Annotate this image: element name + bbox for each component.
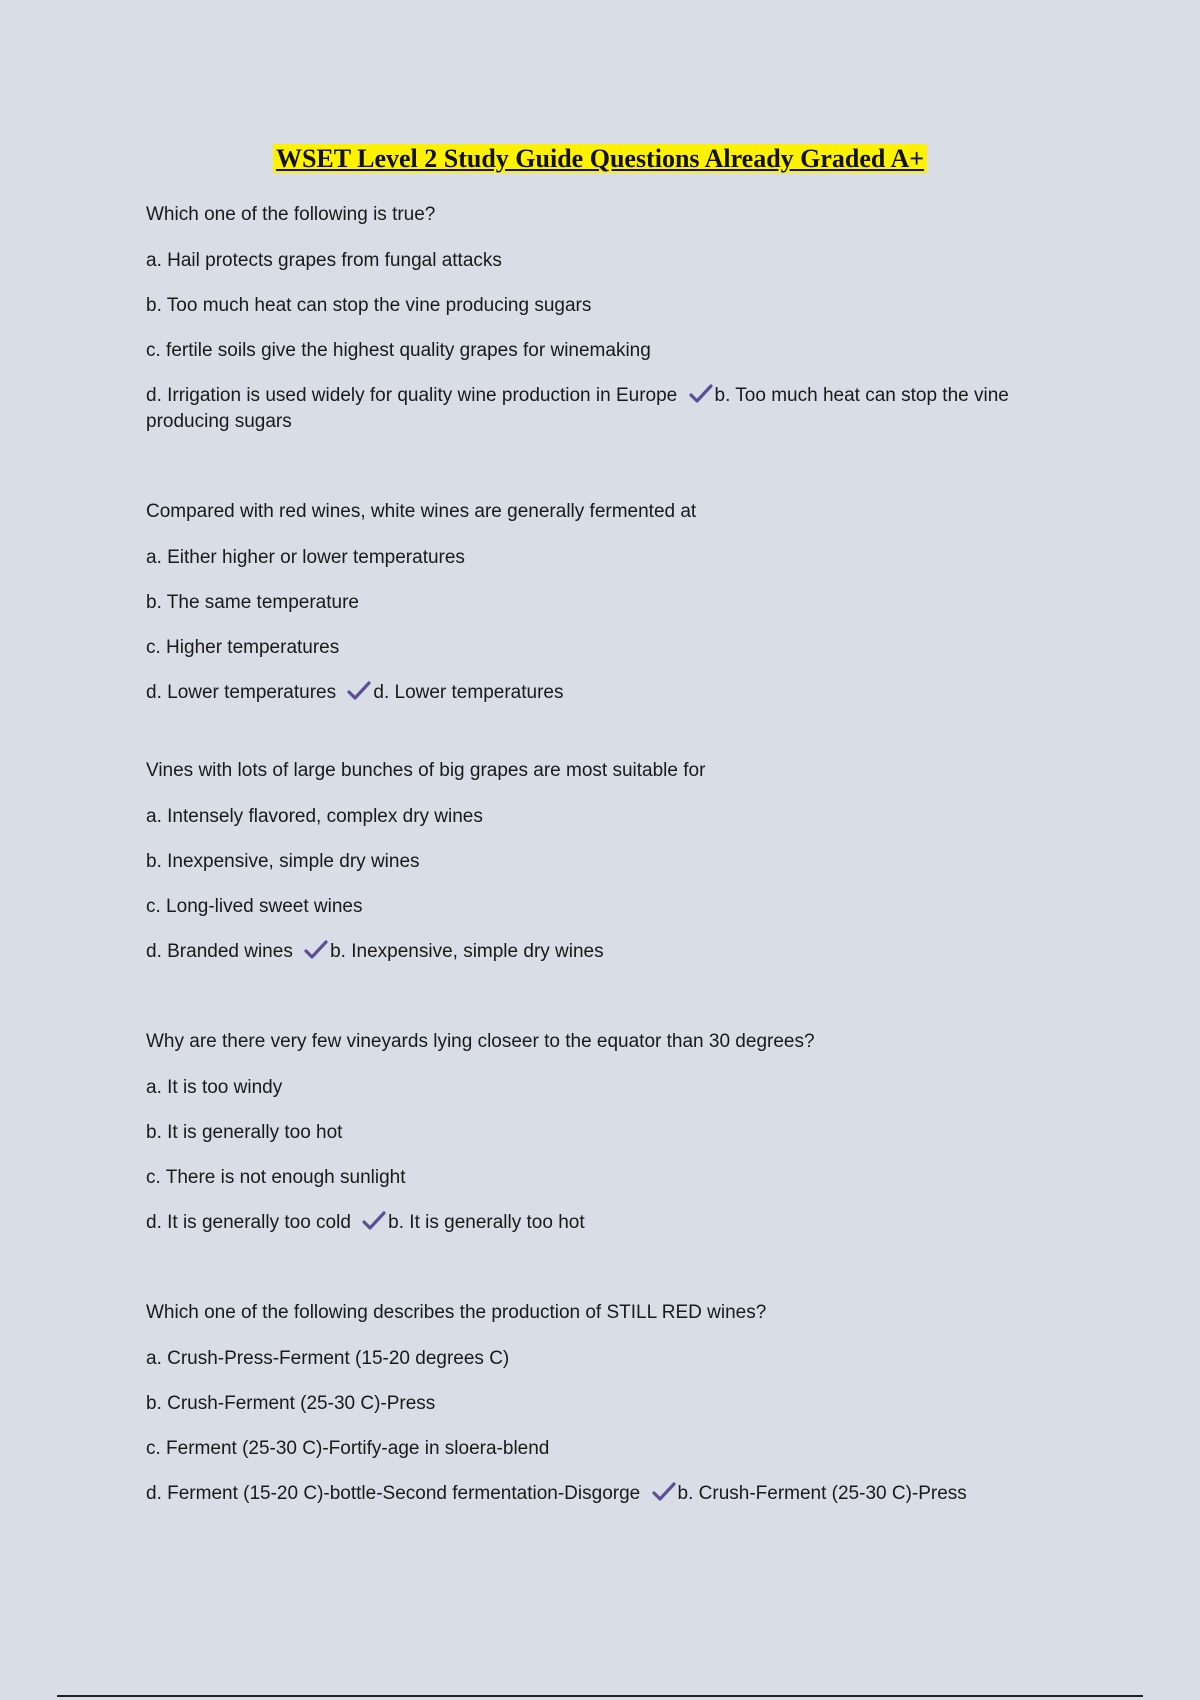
title-container: [0, 144, 1200, 174]
footer-divider: [57, 1695, 1143, 1697]
question-block: [146, 1300, 1046, 1507]
question-text: Which one of the following describes the production of STILL RED wines?: [146, 1302, 767, 1323]
question-block: [146, 202, 1046, 435]
option-c: c. fertile soils give the highest quality grapes for winemaking: [146, 340, 651, 361]
option-c: c. Ferment (25-30 C)-Fortify-age in sloera-blend: [146, 1438, 550, 1459]
checkmark-icon: [347, 681, 371, 701]
option-b: b. It is generally too hot: [146, 1122, 343, 1143]
answer-text: b. Crush-Ferment (25-30 C)-Press: [677, 1483, 967, 1504]
option-d-with-answer: [146, 939, 1046, 965]
option-a: a. Intensely flavored, complex dry wines: [146, 806, 483, 827]
answer-text: b. Too much heat can stop the vine producing sugars: [146, 385, 1009, 432]
option-c: c. Long-lived sweet wines: [146, 896, 363, 917]
question-text: Which one of the following is true?: [146, 204, 436, 225]
checkmark-icon: [689, 384, 713, 404]
question-block: [146, 1029, 1046, 1236]
option-d: d. Ferment (15-20 C)-bottle-Second fermentation-Disgorge: [146, 1483, 641, 1504]
answer-text: b. Inexpensive, simple dry wines: [330, 941, 604, 962]
option-d: d. It is generally too cold: [146, 1212, 351, 1233]
answer-text: d. Lower temperatures: [373, 682, 564, 703]
option-a: a. Hail protects grapes from fungal attacks: [146, 250, 502, 271]
question-block: [146, 499, 1046, 706]
document-title: WSET Level 2 Study Guide Questions Already Graded A+: [273, 144, 927, 173]
option-b: b. Crush-Ferment (25-30 C)-Press: [146, 1393, 436, 1414]
option-b: b. The same temperature: [146, 592, 359, 613]
question-text: Vines with lots of large bunches of big grapes are most suitable for: [146, 760, 706, 781]
option-c: c. There is not enough sunlight: [146, 1167, 406, 1188]
option-a: a. Crush-Press-Ferment (15-20 degrees C): [146, 1348, 510, 1369]
option-a: a. Either higher or lower temperatures: [146, 547, 465, 568]
option-d-with-answer: [146, 680, 1046, 706]
checkmark-icon: [652, 1482, 676, 1502]
option-c: c. Higher temperatures: [146, 637, 340, 658]
answer-text: b. It is generally too hot: [388, 1212, 585, 1233]
option-d: d. Lower temperatures: [146, 682, 337, 703]
option-b: b. Too much heat can stop the vine producing sugars: [146, 295, 592, 316]
option-d-with-answer: [146, 1481, 1046, 1507]
option-b: b. Inexpensive, simple dry wines: [146, 851, 420, 872]
checkmark-icon: [304, 940, 328, 960]
checkmark-icon: [362, 1211, 386, 1231]
question-text: Why are there very few vineyards lying closeer to the equator than 30 degrees?: [146, 1031, 815, 1052]
option-d: d. Irrigation is used widely for quality wine production in Europe: [146, 385, 678, 406]
option-d-with-answer: [146, 383, 1046, 435]
option-d: d. Branded wines: [146, 941, 293, 962]
question-text: Compared with red wines, white wines are generally fermented at: [146, 501, 697, 522]
question-block: [146, 758, 1046, 965]
option-d-with-answer: [146, 1210, 1046, 1236]
questions-list: [146, 202, 1046, 1571]
option-a: a. It is too windy: [146, 1077, 283, 1098]
